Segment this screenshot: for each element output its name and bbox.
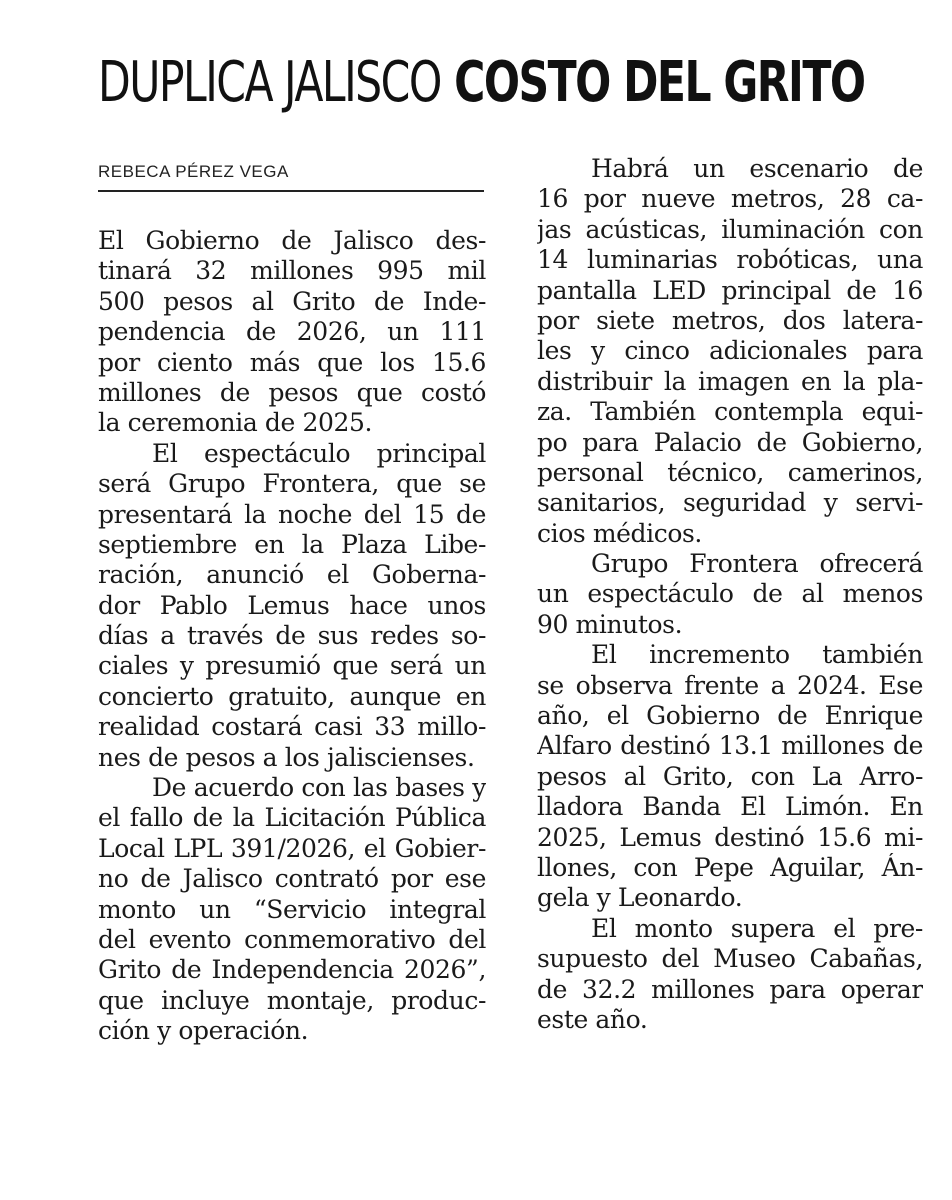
body-line: 14 luminarias robóticas, una bbox=[537, 245, 923, 275]
body-line: un espectáculo de al menos bbox=[537, 579, 923, 609]
body-line: personal técnico, camerinos, bbox=[537, 457, 923, 487]
body-line: 500 pesos al Grito de Inde- bbox=[98, 286, 486, 316]
body-line: será Grupo Frontera, que se bbox=[98, 469, 486, 499]
body-line: días a través de sus redes so- bbox=[98, 621, 486, 651]
body-line: jas acústicas, iluminación con bbox=[537, 214, 923, 244]
body-line: 16 por nueve metros, 28 ca- bbox=[537, 184, 923, 214]
body-line: El espectáculo principal bbox=[152, 438, 486, 468]
headline-emphasis: COSTO DEL GRITO bbox=[454, 50, 865, 115]
body-line: presentará la noche del 15 de bbox=[98, 499, 486, 529]
body-line: sanitarios, seguridad y servi- bbox=[537, 488, 923, 518]
body-line: septiembre en la Plaza Libe- bbox=[98, 529, 486, 559]
headline bbox=[98, 38, 865, 128]
body-line: llones, con Pepe Aguilar, Án- bbox=[537, 852, 923, 882]
body-line: por ciento más que los 15.6 bbox=[98, 347, 486, 377]
body-line: lladora Banda El Limón. En bbox=[537, 792, 923, 822]
body-line: Grito de Independencia 2026”, bbox=[98, 955, 486, 985]
body-line: 2025, Lemus destinó 15.6 mi- bbox=[537, 822, 923, 852]
body-line: Habrá un escenario de bbox=[591, 154, 923, 183]
body-line: el fallo de la Licitación Pública bbox=[98, 803, 486, 833]
body-line: millones de pesos que costó bbox=[98, 377, 486, 407]
headline-lead: DUPLICA JALISCO bbox=[98, 50, 441, 115]
body-line: por siete metros, dos latera- bbox=[537, 305, 923, 335]
body-line: año, el Gobierno de Enrique bbox=[537, 701, 923, 731]
body-line: ración, anunció el Goberna- bbox=[98, 560, 486, 590]
body-line: tinará 32 millones 995 mil bbox=[98, 256, 486, 286]
body-line: po para Palacio de Gobierno, bbox=[537, 427, 923, 457]
byline: REBECA PÉREZ VEGA bbox=[98, 162, 484, 192]
body-line: concierto gratuito, aunque en bbox=[98, 681, 486, 711]
body-line: nes de pesos a los jaliscienses. bbox=[98, 742, 475, 772]
body-line: El incremento también bbox=[591, 640, 923, 670]
body-line: ción y operación. bbox=[98, 1016, 309, 1046]
article-column-1 bbox=[98, 226, 486, 1047]
body-line: pantalla LED principal de 16 bbox=[537, 275, 923, 305]
article-column-2 bbox=[537, 154, 923, 1035]
body-line: 90 minutos. bbox=[537, 609, 683, 639]
body-line: supuesto del Museo Cabañas, bbox=[537, 944, 923, 974]
body-line: se observa frente a 2024. Ese bbox=[537, 670, 923, 700]
body-line: pendencia de 2026, un 111 bbox=[98, 317, 486, 347]
body-line: les y cinco adicionales para bbox=[537, 336, 923, 366]
body-line: realidad costará casi 33 millo- bbox=[98, 712, 486, 742]
body-line: cios médicos. bbox=[537, 518, 702, 548]
body-line: Grupo Frontera ofrecerá bbox=[591, 549, 923, 579]
body-line: distribuir la imagen en la pla- bbox=[537, 366, 923, 396]
body-line: la ceremonia de 2025. bbox=[98, 408, 373, 438]
body-line: Alfaro destinó 13.1 millones de bbox=[537, 731, 923, 761]
body-line: pesos al Grito, con La Arro- bbox=[537, 761, 923, 791]
body-line: dor Pablo Lemus hace unos bbox=[98, 590, 486, 620]
body-line: de 32.2 millones para operar bbox=[537, 974, 923, 1004]
body-line: Local LPL 391/2026, el Gobier- bbox=[98, 833, 486, 863]
body-line: El monto supera el pre- bbox=[591, 913, 923, 943]
body-line: De acuerdo con las bases y bbox=[152, 773, 486, 803]
body-line: que incluye montaje, produc- bbox=[98, 985, 486, 1015]
body-line: za. También contempla equi- bbox=[537, 397, 923, 427]
body-line: este año. bbox=[537, 1004, 648, 1034]
body-line: El Gobierno de Jalisco des- bbox=[98, 226, 486, 255]
body-line: monto un “Servicio integral bbox=[98, 894, 486, 924]
body-line: no de Jalisco contrató por ese bbox=[98, 864, 486, 894]
body-line: ciales y presumió que será un bbox=[98, 651, 486, 681]
body-line: del evento conmemorativo del bbox=[98, 924, 486, 954]
body-line: gela y Leonardo. bbox=[537, 883, 743, 913]
